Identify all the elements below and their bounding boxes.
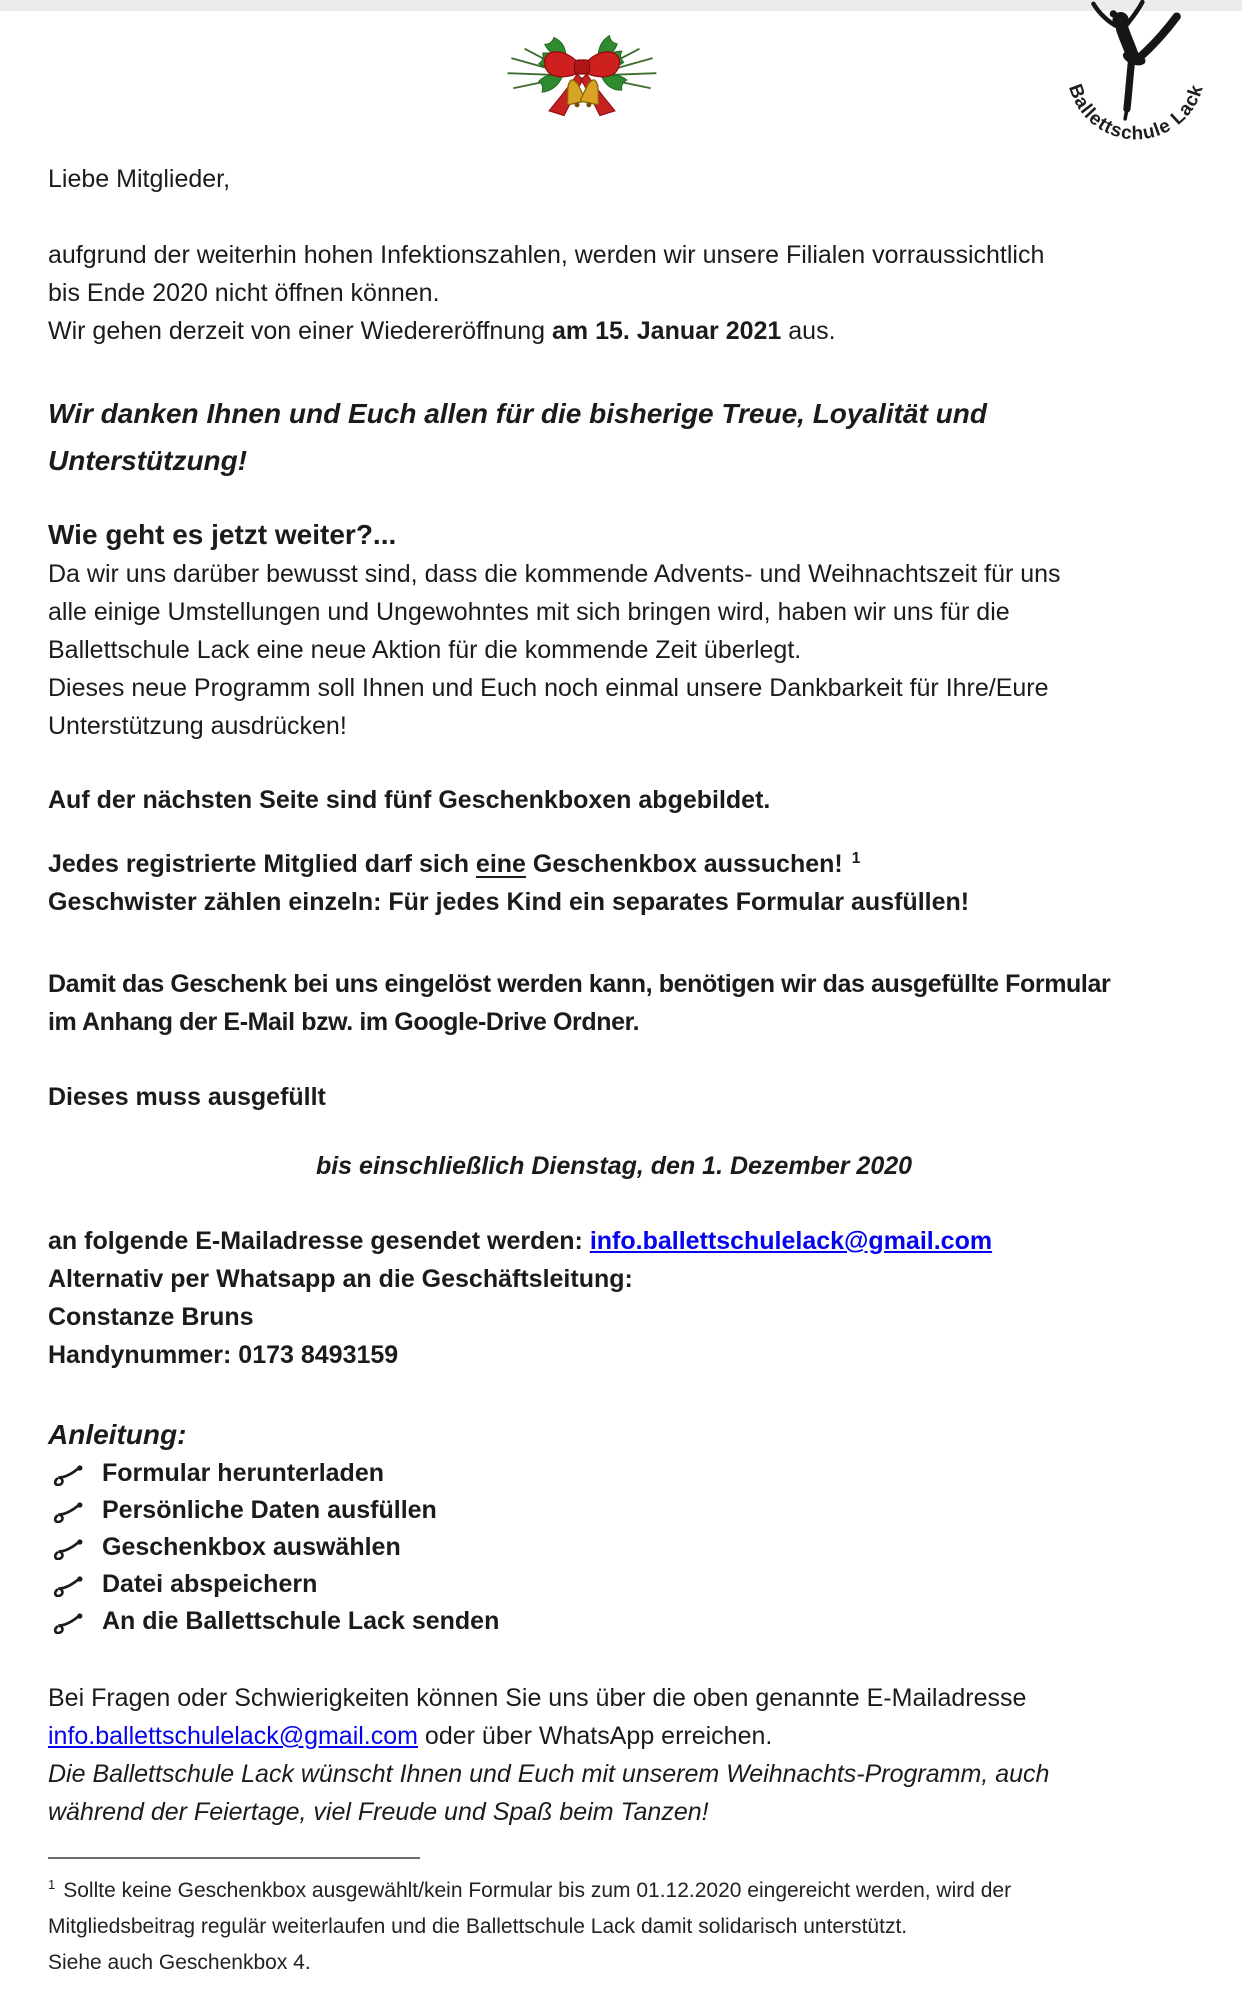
section-heading-how: Wie geht es jetzt weiter?...	[48, 519, 397, 550]
flourish-bullet-icon	[52, 1573, 86, 1597]
send-line	[48, 1222, 1180, 1260]
flourish-bullet-icon	[52, 1610, 86, 1634]
paragraph-redeem	[48, 965, 1180, 1041]
wish-line: während der Feiertage, viel Freude und Spaß beim Tanzen!	[48, 1798, 709, 1826]
list-item	[48, 1566, 1180, 1603]
wish-line: Die Ballettschule Lack wünscht Ihnen und Euch mit unserem Weihnachts-Programm, auch	[48, 1760, 1050, 1788]
contact-block	[48, 1222, 1180, 1374]
text-line: im Anhang der E-Mail bzw. im Google-Drive Ordner.	[48, 1008, 640, 1036]
text-line: Da wir uns darüber bewusst sind, dass die kommende Advents- und Weihnachtszeit für uns	[48, 560, 1061, 588]
email-link[interactable]: info.ballettschulelack@gmail.com	[48, 1722, 418, 1750]
footnote-text: Sollte keine Geschenkbox ausgewählt/kein Formular bis zum 01.12.2020 eingereicht werden, wird der	[63, 1879, 1012, 1902]
questions-line: Bei Fragen oder Schwierigkeiten können Sie uns über die oben genannte E-Mailadresse	[48, 1684, 1027, 1712]
footnote-separator	[48, 1857, 420, 1859]
choose-text-end: Geschenkbox aussuchen!	[525, 850, 843, 878]
send-text: an folgende E-Mailadresse gesendet werden:	[48, 1227, 590, 1255]
instructions-heading: Anleitung:	[48, 1419, 187, 1450]
list-item-label: Formular herunterladen	[102, 1459, 384, 1487]
list-item	[48, 1603, 1180, 1640]
list-item-label: Persönliche Daten ausfüllen	[102, 1496, 437, 1524]
paragraph-next-page: Auf der nächsten Seite sind fünf Geschenkboxen abgebildet.	[48, 786, 771, 814]
text-line: Damit das Geschenk bei uns eingelöst werden kann, benötigen wir das ausgefüllte Formular	[48, 970, 1111, 998]
salutation: Liebe Mitglieder,	[48, 165, 231, 193]
questions-text-end: oder über WhatsApp erreichen.	[417, 1722, 773, 1750]
paragraph-infection	[48, 236, 1180, 312]
deadline: bis einschließlich Dienstag, den 1. Dezember 2020	[315, 1152, 913, 1180]
list-item	[48, 1492, 1180, 1529]
letter-body	[48, 0, 1180, 1981]
footnote-line: Mitgliedsbeitrag regulär weiterlaufen und die Ballettschule Lack damit solidarisch unterstützt.	[48, 1915, 908, 1938]
paragraph-must-be-filled: Dieses muss ausgefüllt	[48, 1083, 326, 1111]
choose-emphasis: eine	[475, 850, 526, 878]
reopen-text-end: aus.	[781, 317, 836, 345]
choose-text: Jedes registrierte Mitglied darf sich	[48, 850, 476, 878]
logo-curved-text: Ballettschule Lack	[1064, 81, 1208, 145]
list-item	[48, 1529, 1180, 1566]
paragraph-siblings: Geschwister zählen einzeln: Für jedes Kind ein separates Formular ausfüllen!	[48, 888, 970, 916]
text-line: Ballettschule Lack eine neue Aktion für die kommende Zeit überlegt.	[48, 636, 802, 664]
questions-line-2	[48, 1717, 1180, 1755]
list-item	[48, 1455, 1180, 1492]
contact-name: Constanze Bruns	[48, 1303, 254, 1331]
contact-phone: Handynummer: 0173 8493159	[48, 1341, 399, 1369]
text-line: bis Ende 2020 nicht öffnen können.	[48, 279, 440, 307]
paragraph-thanks	[48, 390, 1180, 484]
text-line: alle einige Umstellungen und Ungewohntes mit sich bringen wird, haben wir uns für die	[48, 598, 1010, 626]
reopen-date: am 15. Januar 2021	[551, 317, 782, 345]
instructions-list	[48, 1455, 1180, 1640]
closing-block	[48, 1679, 1180, 1831]
text-line: Dieses neue Programm soll Ihnen und Euch noch einmal unsere Dankbarkeit für Ihre/Eure	[48, 674, 1049, 702]
paragraph-choose-box	[48, 845, 1180, 883]
footnote-line: Siehe auch Geschenkbox 4.	[48, 1951, 311, 1974]
flourish-bullet-icon	[52, 1536, 86, 1560]
footnote-line	[48, 1873, 1180, 1909]
flourish-bullet-icon	[52, 1499, 86, 1523]
text-line: Unterstützung!	[48, 445, 248, 476]
paragraph-how	[48, 555, 1180, 745]
flourish-bullet-icon	[52, 1462, 86, 1486]
list-item-label: Geschenkbox auswählen	[102, 1533, 401, 1561]
footnote-ref: 1	[851, 849, 861, 867]
list-item-label: An die Ballettschule Lack senden	[102, 1607, 500, 1635]
email-link[interactable]: info.ballettschulelack@gmail.com	[589, 1227, 993, 1255]
footnote-ref: 1	[48, 1877, 56, 1892]
reopen-text: Wir gehen derzeit von einer Wiedereröffnung	[48, 317, 552, 345]
footnote	[48, 1873, 1180, 1981]
paragraph-reopening	[48, 312, 1180, 350]
text-line: Unterstützung ausdrücken!	[48, 712, 347, 740]
text-line: aufgrund der weiterhin hohen Infektionszahlen, werden wir unsere Filialen vorraussichtlich	[48, 241, 1045, 269]
whatsapp-line: Alternativ per Whatsapp an die Geschäftsleitung:	[48, 1265, 633, 1293]
list-item-label: Datei abspeichern	[102, 1570, 318, 1598]
text-line: Wir danken Ihnen und Euch allen für die bisherige Treue, Loyalität und	[48, 398, 987, 429]
